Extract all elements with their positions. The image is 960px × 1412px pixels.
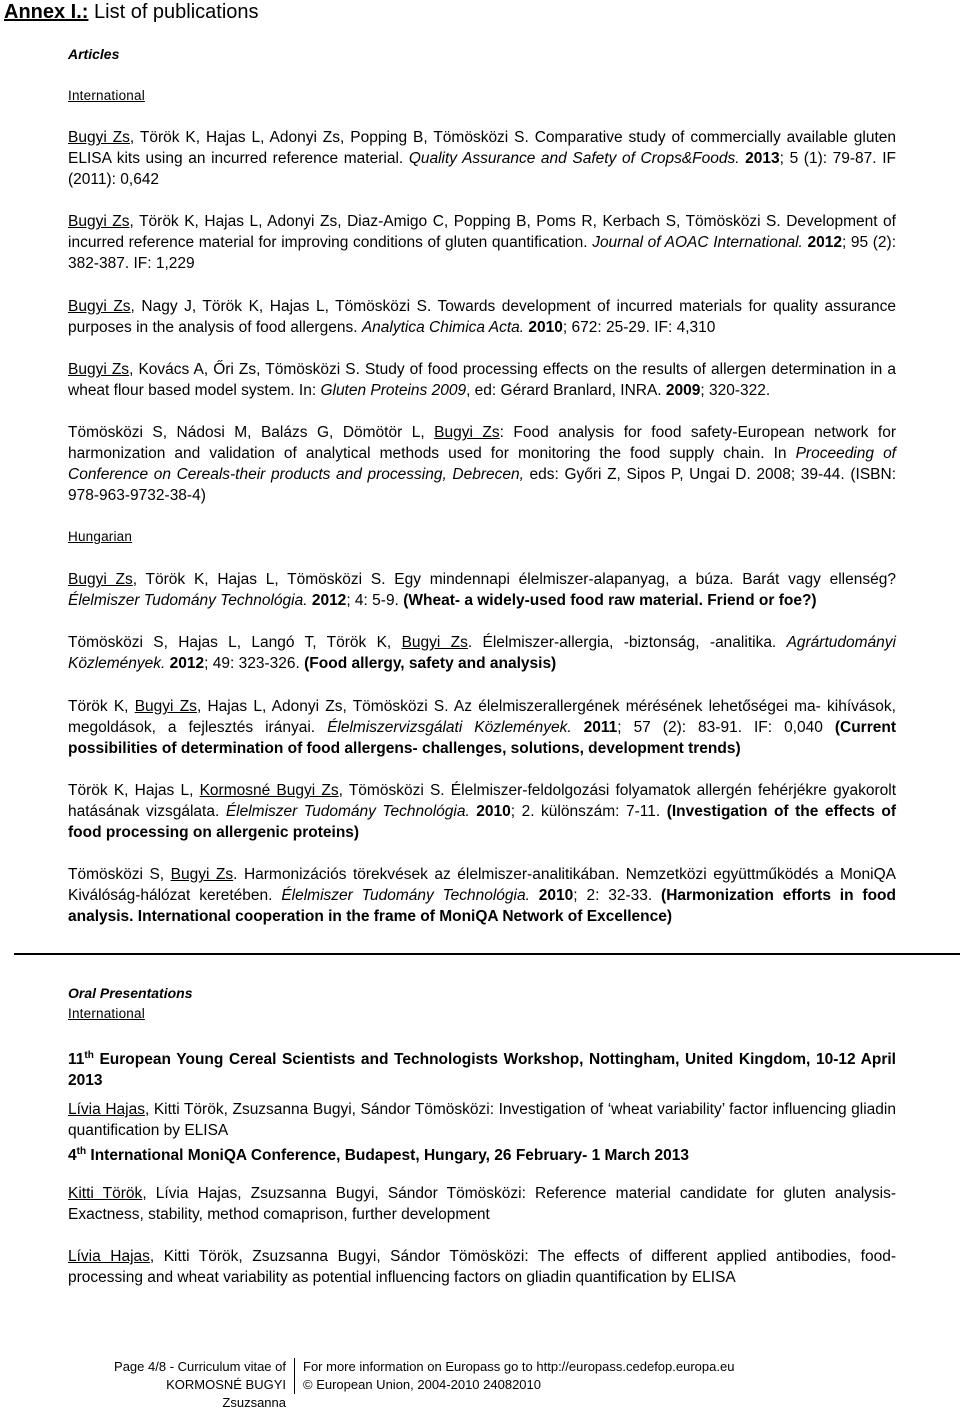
article-entry: Török K, Bugyi Zs, Hajas L, Adonyi Zs, Tömösközi S. Az élelmiszerallergének mérésének lehetőségei ma- kihívások, megoldások, a fejlesztés irányai. Élelmiszervizsgálati Közlemények. 2011; 57 (2): 83-91. IF: 0,040 (Current possibilities of determination of food allergens- challenges, solutions, development trends)	[68, 698, 896, 757]
article-entry: Tömösközi S, Nádosi M, Balázs G, Dömötör L, Bugyi Zs: Food analysis for food safety-European network for harmonization and validation of analytical methods used for monitoring the food supply chain. In Proceeding of Conference on Cereals-their products and processing, Debrecen, eds: Győri Z, Sipos P, Ungai D. 2008; 39-44. (ISBN: 978-963-9732-38-4)	[68, 424, 896, 504]
section-heading-oral-presentations: Oral Presentations	[68, 985, 193, 1001]
presentation-entry: Lívia Hajas, Kitti Török, Zsuzsanna Bugyi, Sándor Tömösközi: The effects of different applied antibodies, food-processing and wheat variability as potential influencing factors on gliadin quantification by ELISA	[68, 1248, 896, 1286]
article-entry: Bugyi Zs, Török K, Hajas L, Adonyi Zs, Popping B, Tömösközi S. Comparative study of commercially available gluten ELISA kits using an incurred reference material. Quality Assurance and Safety of Crops&Foods. 2013; 5 (1): 79-87. IF (2011): 0,642	[68, 129, 896, 188]
event-heading: 4th International MoniQA Conference, Budapest, Hungary, 26 February- 1 March 2013	[68, 1146, 689, 1165]
annex-title: List of publications	[88, 1, 259, 23]
subheading-international: International	[68, 88, 145, 103]
presentation-entry: Lívia Hajas, Kitti Török, Zsuzsanna Bugyi, Sándor Tömösközi: Investigation of ‘wheat variability’ factor influencing gliadin quantification by ELISA	[68, 1101, 896, 1139]
article-entry: Bugyi Zs, Nagy J, Török K, Hajas L, Tömösközi S. Towards development of incurred materials for quality assurance purposes in the analysis of food allergens. Analytica Chimica Acta. 2010; 672: 25-29. IF: 4,310	[68, 298, 896, 336]
presentation-entry: Kitti Török, Lívia Hajas, Zsuzsanna Bugyi, Sándor Tömösközi: Reference material candidate for gluten analysis- Exactness, stability, method comaprison, further development	[68, 1185, 896, 1223]
event-heading: 11th European Young Cereal Scientists and Technologists Workshop, Nottingham, United Kingdom, 10-12 April 2013	[68, 1050, 896, 1090]
annex-label: Annex I.:	[4, 1, 89, 23]
footer-europass-link[interactable]: For more information on Europass go to http://europass.cedefop.europa.eu	[303, 1359, 735, 1374]
article-entry: Török K, Hajas L, Kormosné Bugyi Zs, Tömösközi S. Élelmiszer-feldolgozási folyamatok allergén fehérjékre gyakorolt hatásának vizsgálata. Élelmiszer Tudomány Technológia. 2010; 2. különszám: 7-11. (Investigation of the effects of food processing on allergenic proteins)	[68, 782, 897, 841]
section-heading-articles: Articles	[68, 46, 120, 62]
page-title	[4, 0, 259, 24]
subheading-hungarian: Hungarian	[68, 529, 133, 544]
section-divider	[14, 953, 960, 955]
article-entry: Bugyi Zs, Kovács A, Őri Zs, Tömösközi S. Study of food processing effects on the results of allergen determination in a wheat flour based model system. In: Gluten Proteins 2009, ed: Gérard Branlard, INRA. 2009; 320-322.	[68, 361, 896, 399]
article-entry: Tömösközi S, Hajas L, Langó T, Török K, Bugyi Zs. Élelmiszer-allergia, -biztonság, -analitika. Agrártudományi Közlemények. 2012; 49: 323-326. (Food allergy, safety and analysis)	[68, 634, 896, 672]
article-entry: Tömösközi S, Bugyi Zs. Harmonizációs törekvések az élelmiszer-analitikában. Nemzetközi együttműködés a MoniQA Kiválóság-hálózat keretében. Élelmiszer Tudomány Technológia. 2010; 2: 32-33. (Harmonization efforts in food analysis. International cooperation in the frame of MoniQA Network of Excellence)	[68, 866, 896, 925]
footer-page-info: Page 4/8 - Curriculum vitae of KORMOSNÉ BUGYI Zsuzsanna	[114, 1359, 286, 1410]
article-entry: Bugyi Zs, Török K, Hajas L, Tömösközi S. Egy mindennapi élelmiszer-alapanyag, a búza. Barát vagy ellenség? Élelmiszer Tudomány Technológia. 2012; 4: 5-9. (Wheat- a widely-used food raw material. Friend or foe?)	[68, 571, 896, 609]
article-entry: Bugyi Zs, Török K, Hajas L, Adonyi Zs, Diaz-Amigo C, Popping B, Poms R, Kerbach S, Tömösközi S. Development of incurred reference material for improving conditions of gluten quantification. Journal of AOAC International. 2012; 95 (2): 382-387. IF: 1,229	[68, 213, 897, 272]
subheading-international-oral: International	[68, 1006, 145, 1021]
footer-europass-info: For more information on Europass go to http://europass.cedefop.europa.eu © European Union, 2004-2010 24082010	[294, 1358, 734, 1394]
